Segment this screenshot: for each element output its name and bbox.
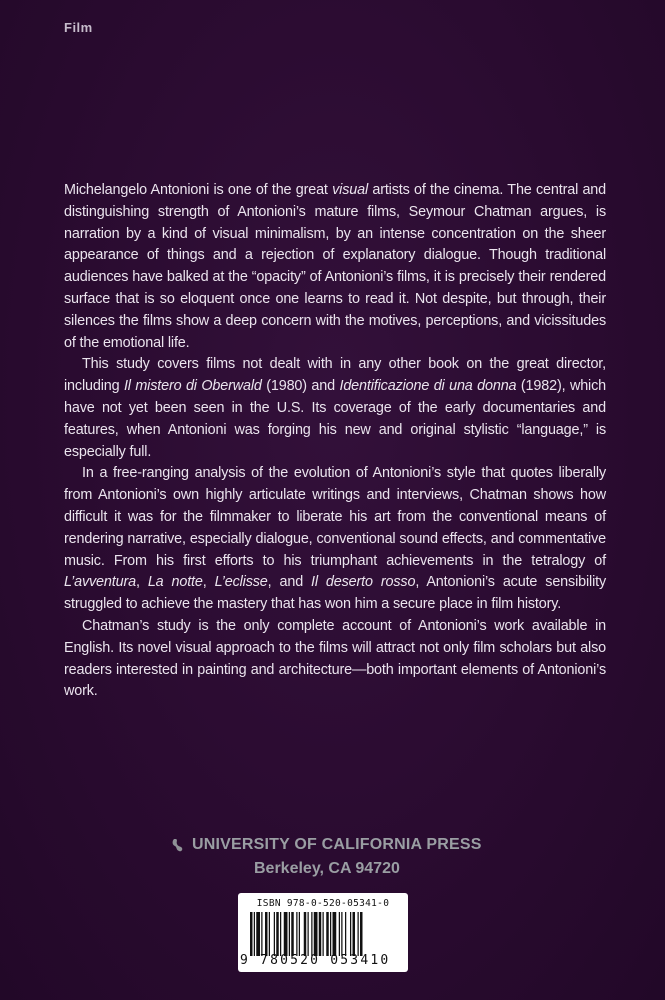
category-label: Film xyxy=(64,20,93,35)
publisher-name: UNIVERSITY OF CALIFORNIA PRESS xyxy=(192,836,482,853)
ucpress-logo-icon xyxy=(170,836,188,854)
blurb-paragraph-4: Chatman’s study is the only complete account of Antonioni’s work available in English. Its novel visual approach to the films will attract not only film scholars but also readers interested in painting and architecture—both important elements of Antonioni’s work. xyxy=(64,617,606,700)
barcode-label xyxy=(238,893,408,972)
publisher-city: Berkeley, CA 94720 xyxy=(254,860,400,877)
blurb-paragraph-1: Michelangelo Antonioni is one of the great visual artists of the cinema. The central and distinguishing strength of Antonioni’s mature films, Seymour Chatman argues, is narration by a kind of visual minimalism, by an intense concentration on the sheer appearance of things and a rejection of explanatory dialogue. Though traditional audiences have balked at the “opacity” of Antonioni’s films, it is precisely their rendered surface that is so eloquent once one learns to read it. Not despite, but through, their silences the films show a deep concern with the motives, perceptions, and vicissitudes of the emotional life. xyxy=(64,182,607,351)
blurb-paragraph-3: In a free-ranging analysis of the evolution of Antonioni’s style that quotes liberally from Antonioni’s own highly articulate writings and interviews, Chatman shows how difficult it was for the filmmaker to liberate his art from the conventional means of rendering narrative, especially dialogue, conventional sound effects, and commentative music. From his first efforts to his triumphant achievements in the tetralogy of L’avventura, La notte, L’eclisse, and Il deserto rosso, Antonioni’s acute sensibility struggled to achieve the mastery that has won him a secure place in film history. xyxy=(64,465,607,613)
barcode-digits: 9 780520 053410 xyxy=(240,953,391,968)
isbn-text: ISBN 978-0-520-05341-0 xyxy=(256,898,390,909)
blurb-paragraph-2: This study covers films not dealt with in any other book on the great director, including Il mistero di Oberwald (1980) and Identificazione di una donna (1982), which have not yet been seen in the U.S. Its coverage of the early documentaries and features, when Antonioni was forging his new and original stylistic “language,” is especially full. xyxy=(64,356,606,460)
barcode-image xyxy=(250,912,398,956)
cover-blurb xyxy=(64,180,606,703)
